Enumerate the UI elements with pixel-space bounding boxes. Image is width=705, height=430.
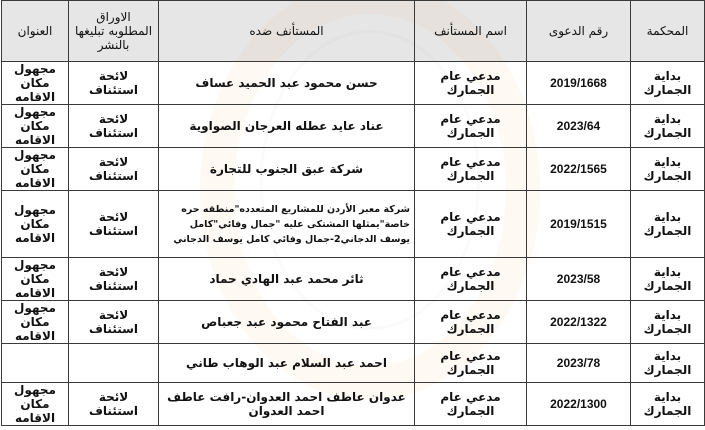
- cell-case-number: 2023/78: [527, 344, 631, 383]
- table-row: [2, 191, 705, 258]
- cell-court: بداية الجمارك: [631, 301, 705, 344]
- cell-appellant: مدعي عام الجمارك: [415, 148, 527, 191]
- cell-court: بداية الجمارك: [631, 258, 705, 301]
- cell-address: مجهول مكان الاقامه: [2, 62, 69, 105]
- cell-case-number: 2022/1300: [527, 383, 631, 426]
- cell-appellant: مدعي عام الجمارك: [415, 344, 527, 383]
- cell-court: بداية الجمارك: [631, 62, 705, 105]
- cell-case-number: 2022/1322: [527, 301, 631, 344]
- cell-case-number: 2023/58: [527, 258, 631, 301]
- cell-respondent: ثائر محمد عبد الهادي حماد: [159, 258, 415, 301]
- table-row: [2, 148, 705, 191]
- cell-court: بداية الجمارك: [631, 344, 705, 383]
- cell-respondent: عدوان عاطف احمد العدوان-رافت عاطف احمد العدوان: [159, 383, 415, 426]
- table-row: [2, 62, 705, 105]
- cell-address: مجهول مكان الاقامه: [2, 258, 69, 301]
- cell-respondent: عناد عايد عطله العرجان الصواوية: [159, 105, 415, 148]
- cell-court: بداية الجمارك: [631, 105, 705, 148]
- cell-papers: [69, 344, 159, 383]
- header-row: [2, 1, 705, 62]
- table-row: [2, 344, 705, 383]
- cell-address: مجهول مكان الاقامه: [2, 383, 69, 426]
- header-court: المحكمة: [631, 1, 705, 62]
- header-papers: الاوراق المطلوبه تبليغها بالنشر: [69, 1, 159, 62]
- cell-papers: لائحة استئناف: [69, 191, 159, 258]
- cell-papers: لائحة استئناف: [69, 258, 159, 301]
- cell-appellant: مدعي عام الجمارك: [415, 62, 527, 105]
- header-appellant-name: اسم المستأنف: [415, 1, 527, 62]
- cell-papers: لائحة استئناف: [69, 62, 159, 105]
- cell-address: مجهول مكان الاقامه: [2, 105, 69, 148]
- cell-address: مجهول مكان الاقامه: [2, 301, 69, 344]
- cell-respondent: حسن محمود عبد الحميد عساف: [159, 62, 415, 105]
- cell-respondent: احمد عبد السلام عبد الوهاب طاني: [159, 344, 415, 383]
- cell-case-number: 2019/1668: [527, 62, 631, 105]
- cell-papers: لائحة استئناف: [69, 383, 159, 426]
- table-row: [2, 258, 705, 301]
- cell-court: بداية الجمارك: [631, 191, 705, 258]
- cell-appellant: مدعي عام الجمارك: [415, 191, 527, 258]
- cell-papers: لائحة استئناف: [69, 148, 159, 191]
- cell-court: بداية الجمارك: [631, 383, 705, 426]
- cell-respondent: عبد الفتاح محمود عبد جعباص: [159, 301, 415, 344]
- cell-address: مجهول مكان الاقامه: [2, 191, 69, 258]
- cell-court: بداية الجمارك: [631, 148, 705, 191]
- cell-address: [2, 344, 69, 383]
- table-row: [2, 105, 705, 148]
- cell-respondent: شركة عبق الجنوب للتجارة: [159, 148, 415, 191]
- cell-appellant: مدعي عام الجمارك: [415, 258, 527, 301]
- header-address: العنوان: [2, 1, 69, 62]
- cell-case-number: 2019/1515: [527, 191, 631, 258]
- header-case-number: رقم الدعوى: [527, 1, 631, 62]
- table-row: [2, 301, 705, 344]
- cell-address: مجهول مكان الاقامه: [2, 148, 69, 191]
- cell-case-number: 2022/1565: [527, 148, 631, 191]
- cell-appellant: مدعي عام الجمارك: [415, 105, 527, 148]
- cell-papers: لائحة استئناف: [69, 105, 159, 148]
- cell-appellant: مدعي عام الجمارك: [415, 301, 527, 344]
- header-respondent: المستأنف ضده: [159, 1, 415, 62]
- table-row: [2, 383, 705, 426]
- cell-papers: لائحة استئناف: [69, 301, 159, 344]
- cell-respondent: شركة معبر الأردن للمشاريع المتعدده"منطقه حره خاصة"يمثلها المشتكى عليه "جمال وفائي"كامل يوسف الدجاني2-جمال وفائي كامل يوسف الدجاني: [159, 191, 415, 258]
- cell-appellant: مدعي عام الجمارك: [415, 383, 527, 426]
- appeals-notice-table: [1, 0, 705, 426]
- cell-case-number: 2023/64: [527, 105, 631, 148]
